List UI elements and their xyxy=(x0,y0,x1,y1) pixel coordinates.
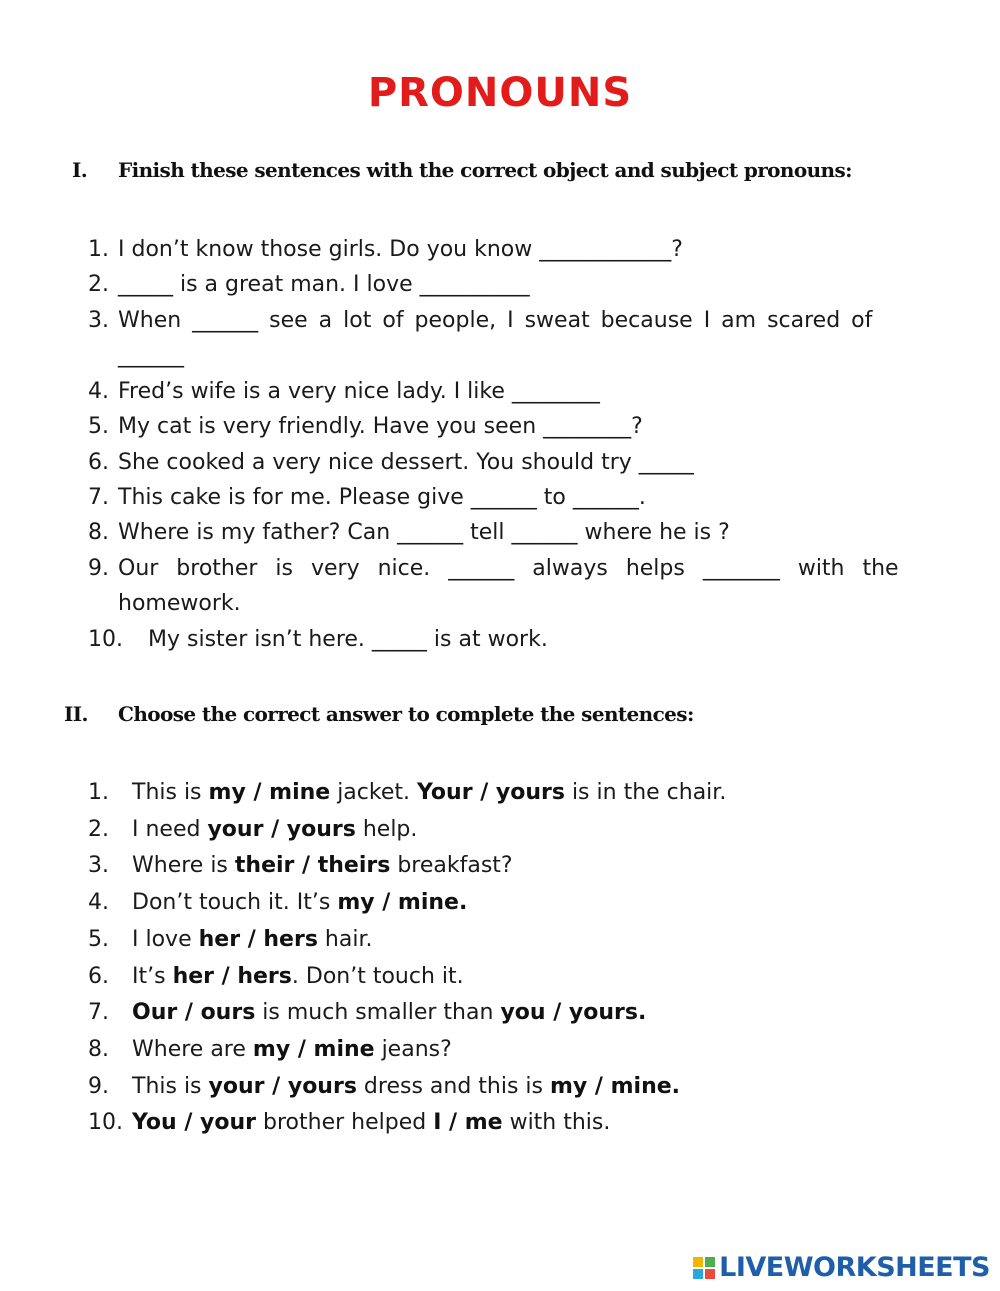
s1-item xyxy=(88,551,933,587)
s1-item xyxy=(88,267,933,303)
s1-item-text: I don’t know those girls. Do you know ____________? xyxy=(118,237,683,262)
s1-item xyxy=(88,232,933,268)
s2-text: Where is xyxy=(132,853,235,879)
s2-text: breakfast? xyxy=(390,853,513,879)
s2-text: Don’t touch it. It’s xyxy=(132,890,338,916)
s2-choice: my / mine. xyxy=(549,1073,681,1099)
s2-item-number: 6. xyxy=(88,963,109,989)
s2-text: dress and this is xyxy=(356,1073,550,1099)
s1-item-number: 4. xyxy=(88,379,109,404)
s2-choice: my / mine. xyxy=(337,890,468,916)
s2-text: Where are xyxy=(132,1036,253,1062)
s1-item xyxy=(88,409,933,445)
s2-item xyxy=(88,995,933,1031)
s1-item-number: 7. xyxy=(88,485,109,510)
s2-choice: her / hers xyxy=(198,926,318,952)
s2-item-number: 9. xyxy=(88,1073,109,1099)
s2-item xyxy=(88,959,933,995)
s1-item xyxy=(88,480,933,516)
logo-text: LIVEWORKSHEETS xyxy=(719,1252,990,1283)
s1-item-text: Where is my father? Can ______ tell ______ where he is ? xyxy=(118,520,730,545)
s2-text: is in the chair. xyxy=(564,780,727,805)
s1-item-number: 6. xyxy=(88,450,109,475)
s2-text: . Don’t touch it. xyxy=(291,963,464,989)
section2-heading xyxy=(64,702,694,726)
s2-choice: my / mine xyxy=(208,780,331,805)
s1-item-number: 10. xyxy=(88,627,123,652)
s2-text: I need xyxy=(132,816,208,842)
s2-choice: their / theirs xyxy=(234,853,391,879)
s1-item-text: This cake is for me. Please give ______ to ______. xyxy=(118,485,646,510)
section2-number: II. xyxy=(64,702,88,726)
s1-item-text: When ______ see a lot of people, I sweat because I am scared of xyxy=(118,308,873,333)
s2-text: jeans? xyxy=(374,1036,452,1062)
s2-text: brother helped xyxy=(256,1110,434,1136)
s2-item-number: 3. xyxy=(88,853,109,879)
s2-item xyxy=(88,812,933,848)
s2-choice: You / your xyxy=(132,1110,257,1136)
s2-item-number: 8. xyxy=(88,1036,109,1062)
page-title: PRONOUNS xyxy=(367,70,633,116)
s1-item-text: My cat is very friendly. Have you seen ________? xyxy=(118,414,643,439)
section1-heading xyxy=(72,158,852,182)
s2-item-number: 5. xyxy=(88,926,109,952)
s2-item xyxy=(88,1069,933,1105)
s2-text: with this. xyxy=(502,1110,611,1136)
s1-item xyxy=(88,374,933,410)
s1-item-number: 3. xyxy=(88,308,109,333)
s2-item xyxy=(88,885,933,921)
s1-item-text: Fred’s wife is a very nice lady. I like ________ xyxy=(118,379,600,404)
s1-item xyxy=(88,303,933,339)
s2-text: This is xyxy=(132,780,209,805)
s2-choice: my / mine xyxy=(252,1036,375,1062)
s2-item xyxy=(88,848,933,884)
s2-choice: you / yours. xyxy=(500,1000,647,1026)
section1-number: I. xyxy=(72,158,88,182)
s2-text: This is xyxy=(132,1073,209,1099)
s1-item-number: 8. xyxy=(88,520,109,545)
liveworksheets-logo xyxy=(693,1252,990,1283)
s2-item-number: 2. xyxy=(88,816,109,842)
s2-item-number: 7. xyxy=(88,1000,109,1026)
s1-item xyxy=(88,515,933,551)
s1-item-number: 1. xyxy=(88,237,109,262)
s1-item xyxy=(88,445,933,481)
s1-item-number: 2. xyxy=(88,272,109,297)
s2-text: is much smaller than xyxy=(255,1000,501,1026)
s1-item-text: She cooked a very nice dessert. You should try _____ xyxy=(118,450,694,475)
s2-item-number: 4. xyxy=(88,890,109,916)
s1-item-text: My sister isn’t here. _____ is at work. xyxy=(148,627,548,652)
s1-item-text: _____ is a great man. I love __________ xyxy=(118,272,530,297)
s2-item-number: 1. xyxy=(88,780,109,805)
s1-item-number: 5. xyxy=(88,414,109,439)
s2-choice: your / yours xyxy=(208,1073,357,1099)
s2-item xyxy=(88,1105,933,1141)
s2-text: It’s xyxy=(132,963,173,989)
s2-choice: Our / ours xyxy=(132,1000,256,1026)
section2-heading-text: Choose the correct answer to complete the sentences: xyxy=(118,702,694,726)
logo-squares-icon xyxy=(693,1257,715,1279)
s2-item-number: 10. xyxy=(88,1110,123,1136)
s1-item-text: Our brother is very nice. ______ always helps _______ with the xyxy=(118,556,899,581)
s2-choice: Your / yours xyxy=(417,780,565,805)
section1-heading-text: Finish these sentences with the correct object and subject pronouns: xyxy=(118,158,852,182)
s1-item xyxy=(88,622,933,658)
s1-item-continuation: homework. xyxy=(118,591,241,616)
s2-text: jacket. xyxy=(330,780,417,805)
s2-choice: your / yours xyxy=(207,816,356,842)
s2-text: hair. xyxy=(317,926,373,952)
s1-item-number: 9. xyxy=(88,556,109,581)
s2-text: help. xyxy=(355,816,418,842)
s2-choice: I / me xyxy=(433,1110,503,1136)
s2-item xyxy=(88,1032,933,1068)
s2-item xyxy=(88,922,933,958)
s1-item-continuation: ______ xyxy=(118,343,184,368)
s2-item xyxy=(88,775,933,811)
s2-text: I love xyxy=(132,926,199,952)
s2-choice: her / hers xyxy=(172,963,292,989)
